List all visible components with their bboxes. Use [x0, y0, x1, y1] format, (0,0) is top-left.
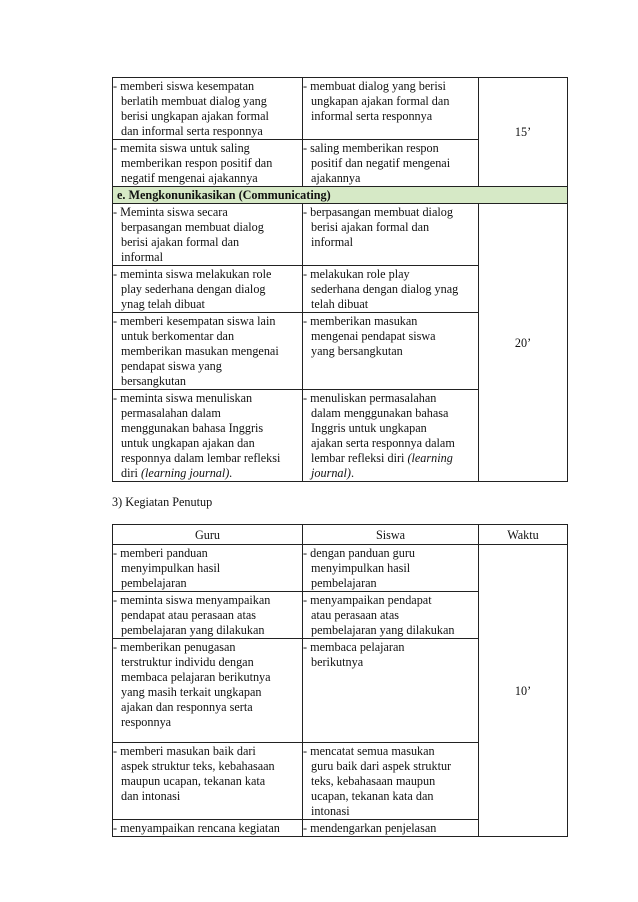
guru-text: - meminta siswa menuliskan permasalahan dalam menggunakan bahasa Inggris untuk ungkapan ajakan dan responnya dalam lembar refleksi diri: [113, 391, 281, 480]
activity-table-bottom: [112, 524, 568, 837]
siswa-cell: - berpasangan membuat dialog berisi ajakan formal dan informal: [303, 204, 479, 266]
table-row: [113, 78, 568, 140]
activity-table-top: [112, 77, 568, 482]
table-row: [113, 204, 568, 266]
header-row: [113, 525, 568, 545]
guru-cell: - memberi siswa kesempatan berlatih membuat dialog yang berisi ungkapan ajakan formal dan informal serta responnya: [113, 78, 303, 140]
siswa-text: - menuliskan permasalahan dalam menggunakan bahasa Inggris untuk ungkapan ajakan serta responnya dalam lembar refleksi diri: [303, 391, 455, 465]
guru-cell: - memberi masukan baik dari aspek struktur teks, kebahasaan maupun ucapan, tekanan kata dan intonasi: [113, 743, 303, 820]
guru-cell: - meminta siswa melakukan role play sederhana dengan dialog ynag telah dibuat: [113, 266, 303, 313]
siswa-cell: - membaca pelajaran berikutnya: [303, 639, 479, 743]
guru-cell: - meminta siswa menyampaikan pendapat atau perasaan atas pembelajaran yang dilakukan: [113, 592, 303, 639]
header-siswa: Siswa: [303, 525, 479, 545]
guru-cell: [113, 390, 303, 482]
siswa-italic: (learning journal): [311, 451, 453, 480]
siswa-cell: - mendengarkan penjelasan: [303, 820, 479, 837]
siswa-cell: [303, 390, 479, 482]
guru-cell: - menyampaikan rencana kegiatan: [113, 820, 303, 837]
guru-cell: - memberi panduan menyimpulkan hasil pembelajaran: [113, 545, 303, 592]
header-guru: Guru: [113, 525, 303, 545]
guru-cell: - memberikan penugasan terstruktur individu dengan membaca pelajaran berikutnya yang masih terkait ungkapan ajakan dan responnya serta responnya: [113, 639, 303, 743]
siswa-cell: - memberikan masukan mengenai pendapat siswa yang bersangkutan: [303, 313, 479, 390]
table-row: [113, 545, 568, 592]
guru-cell: - memita siswa untuk saling memberikan respon positif dan negatif mengenai ajakannya: [113, 140, 303, 187]
siswa-cell: - dengan panduan guru menyimpulkan hasil pembelajaran: [303, 545, 479, 592]
time-cell: 15’: [479, 78, 568, 187]
guru-italic: (learning journal).: [140, 466, 233, 480]
siswa-cell: - membuat dialog yang berisi ungkapan ajakan formal dan informal serta responnya: [303, 78, 479, 140]
siswa-cell: - melakukan role play sederhana dengan dialog ynag telah dibuat: [303, 266, 479, 313]
guru-cell: - Meminta siswa secara berpasangan membuat dialog berisi ajakan formal dan informal: [113, 204, 303, 266]
section-heading: 3) Kegiatan Penutup: [112, 495, 213, 509]
time-cell: 10’: [479, 545, 568, 837]
siswa-cell: - menyampaikan pendapat atau perasaan atas pembelajaran yang dilakukan: [303, 592, 479, 639]
guru-cell: - memberi kesempatan siswa lain untuk berkomentar dan memberikan masukan mengenai pendapat siswa yang bersangkutan: [113, 313, 303, 390]
siswa-end: .: [350, 466, 354, 480]
section-label: e. Mengkonunikasikan (Communicating): [113, 187, 568, 204]
time-cell: 20’: [479, 204, 568, 482]
siswa-cell: - saling memberikan respon positif dan negatif mengenai ajakannya: [303, 140, 479, 187]
section-row: [113, 187, 568, 204]
siswa-cell: - mencatat semua masukan guru baik dari aspek struktur teks, kebahasaan maupun ucapan, tekanan kata dan intonasi: [303, 743, 479, 820]
header-waktu: Waktu: [479, 525, 568, 545]
